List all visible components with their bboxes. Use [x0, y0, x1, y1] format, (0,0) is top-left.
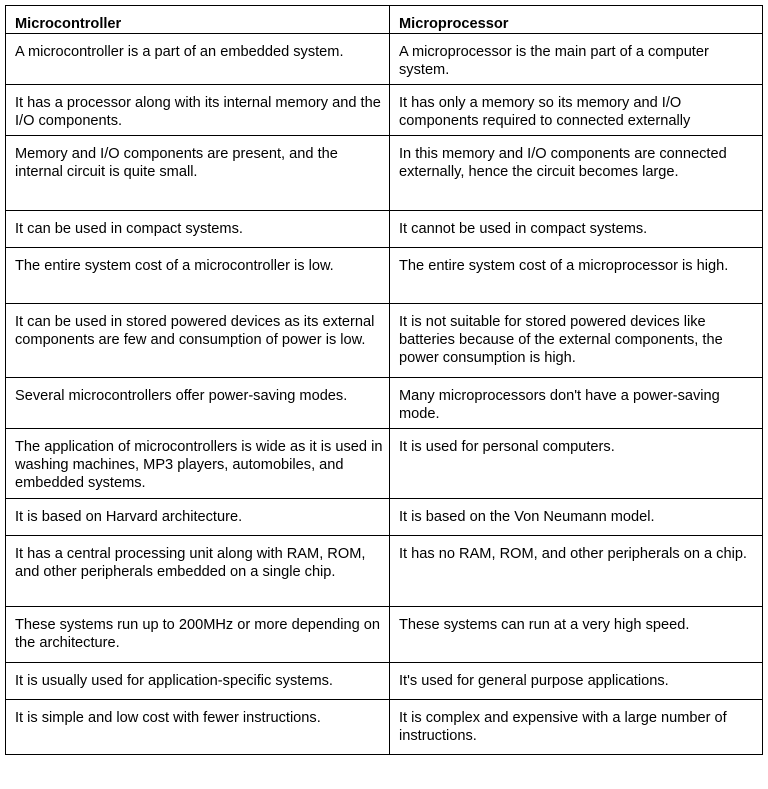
- cell-microprocessor: It's used for general purpose applications.: [390, 663, 763, 700]
- cell-microcontroller: These systems run up to 200MHz or more depending on the architecture.: [6, 607, 390, 663]
- cell-microcontroller: It can be used in stored powered devices as its external components are few and consumption of power is low.: [6, 304, 390, 378]
- cell-microcontroller: Memory and I/O components are present, and the internal circuit is quite small.: [6, 136, 390, 211]
- header-microcontroller: Microcontroller: [6, 6, 390, 34]
- header-row: [6, 6, 763, 34]
- table-row: [6, 304, 763, 378]
- cell-microcontroller: It is usually used for application-specific systems.: [6, 663, 390, 700]
- cell-microprocessor: It has no RAM, ROM, and other peripherals on a chip.: [390, 536, 763, 607]
- cell-microprocessor: It has only a memory so its memory and I/O components required to connected externally: [390, 85, 763, 136]
- cell-microcontroller: The application of microcontrollers is wide as it is used in washing machines, MP3 players, automobiles, and embedded systems.: [6, 429, 390, 499]
- cell-microprocessor: Many microprocessors don't have a power-saving mode.: [390, 378, 763, 429]
- table-row: [6, 248, 763, 304]
- cell-microprocessor: These systems can run at a very high speed.: [390, 607, 763, 663]
- table-row: [6, 700, 763, 755]
- comparison-table: [5, 5, 763, 755]
- cell-microprocessor: It is based on the Von Neumann model.: [390, 499, 763, 536]
- cell-microcontroller: It has a processor along with its internal memory and the I/O components.: [6, 85, 390, 136]
- table-row: [6, 211, 763, 248]
- cell-microprocessor: The entire system cost of a microprocessor is high.: [390, 248, 763, 304]
- table-row: [6, 34, 763, 85]
- table-row: [6, 663, 763, 700]
- cell-microcontroller: The entire system cost of a microcontroller is low.: [6, 248, 390, 304]
- table-row: [6, 85, 763, 136]
- table-row: [6, 429, 763, 499]
- cell-microcontroller: It has a central processing unit along with RAM, ROM, and other peripherals embedded on a single chip.: [6, 536, 390, 607]
- table-row: [6, 499, 763, 536]
- table-row: [6, 536, 763, 607]
- table-row: [6, 136, 763, 211]
- cell-microprocessor: A microprocessor is the main part of a computer system.: [390, 34, 763, 85]
- cell-microprocessor: It is used for personal computers.: [390, 429, 763, 499]
- cell-microcontroller: A microcontroller is a part of an embedded system.: [6, 34, 390, 85]
- cell-microprocessor: It cannot be used in compact systems.: [390, 211, 763, 248]
- cell-microcontroller: It is based on Harvard architecture.: [6, 499, 390, 536]
- cell-microprocessor: It is complex and expensive with a large number of instructions.: [390, 700, 763, 755]
- cell-microcontroller: It is simple and low cost with fewer instructions.: [6, 700, 390, 755]
- cell-microcontroller: It can be used in compact systems.: [6, 211, 390, 248]
- header-microprocessor: Microprocessor: [390, 6, 763, 34]
- cell-microprocessor: It is not suitable for stored powered devices like batteries because of the external components, the power consumption is high.: [390, 304, 763, 378]
- cell-microprocessor: In this memory and I/O components are connected externally, hence the circuit becomes large.: [390, 136, 763, 211]
- cell-microcontroller: Several microcontrollers offer power-saving modes.: [6, 378, 390, 429]
- table-row: [6, 378, 763, 429]
- table-row: [6, 607, 763, 663]
